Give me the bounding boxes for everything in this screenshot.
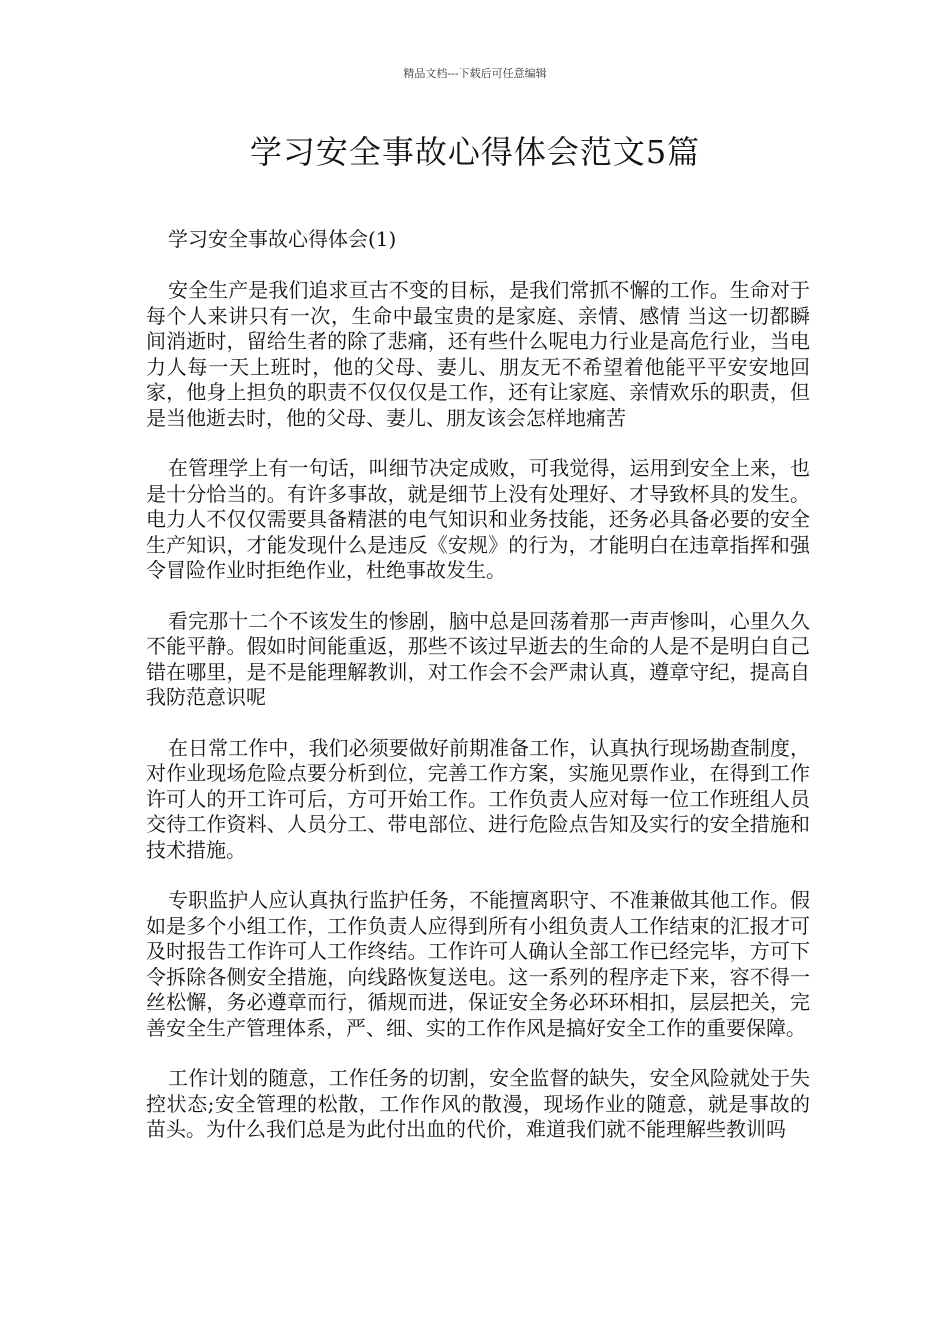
section-heading: 学习安全事故心得体会(1) <box>168 227 397 251</box>
paragraph-4: 在日常工作中，我们必须要做好前期准备工作，认真执行现场勘查制度，对作业现场危险点要分析到位，完善工作方案，实施见票作业，在得到工作许可人的开工许可后，方可开始工作。工作负责人应对每一位工作班组人员交待工作资料、人员分工、带电部位、进行危险点告知及实行的安全措施和技术措施。 <box>146 735 810 862</box>
header-note: 精品文档---下载后可任意编辑 <box>403 67 547 80</box>
document-title: 学习安全事故心得体会范文5篇 <box>249 133 701 171</box>
document-body <box>146 226 810 1168</box>
paragraph-5: 专职监护人应认真执行监护任务，不能擅离职守、不准兼做其他工作。假如是多个小组工作，工作负责人应得到所有小组负责人工作结束的汇报才可及时报告工作许可人工作终结。工作许可人确认全部工作已经完毕，方可下令拆除各侧安全措施，向线路恢复送电。这一系列的程序走下来，容不得一丝松懈，务必遵章而行，循规而进，保证安全务必环环相扣，层层把关，完善安全生产管理体系，严、细、实的工作作风是搞好安全工作的重要保障。 <box>146 888 810 1040</box>
paragraph-2: 在管理学上有一句话，叫细节决定成败，可我觉得，运用到安全上来，也是十分恰当的。有许多事故，就是细节上没有处理好、才导致杯具的发生。电力人不仅仅需要具备精湛的电气知识和业务技能，还务必具备必要的安全生产知识，才能发现什么是违反《安规》的行为，才能明白在违章指挥和强令冒险作业时拒绝作业，杜绝事故发生。 <box>146 456 810 582</box>
paragraph-3: 看完那十二个不该发生的惨剧，脑中总是回荡着那一声声惨叫，心里久久不能平静。假如时间能重返，那些不该过早逝去的生命的人是不是明白自己错在哪里，是不是能理解教训，对工作会不会严肃认真，遵章守纪，提高自我防范意识呢 <box>146 608 810 709</box>
paragraph-1: 安全生产是我们追求亘古不变的目标，是我们常抓不懈的工作。生命对于每个人来讲只有一次，生命中最宝贵的是家庭、亲情、感情 当这一切都瞬间消逝时，留给生者的除了悲痛，还有些什么呢电力行业是高危行业，当电力人每一天上班时，他的父母、妻儿、朋友无不希望着他能平平安安地回家，他身上担负的职责不仅仅仅是工作，还有让家庭、亲情欢乐的职责，但是当他逝去时，他的父母、妻儿、朋友该会怎样地痛苦 <box>146 278 810 430</box>
paragraph-6: 工作计划的随意，工作任务的切割，安全监督的缺失，安全风险就处于失控状态;安全管理的松散，工作作风的散漫，现场作业的随意，就是事故的苗头。为什么我们总是为此付出血的代价，难道我们就不能理解些教训吗 <box>146 1066 810 1141</box>
